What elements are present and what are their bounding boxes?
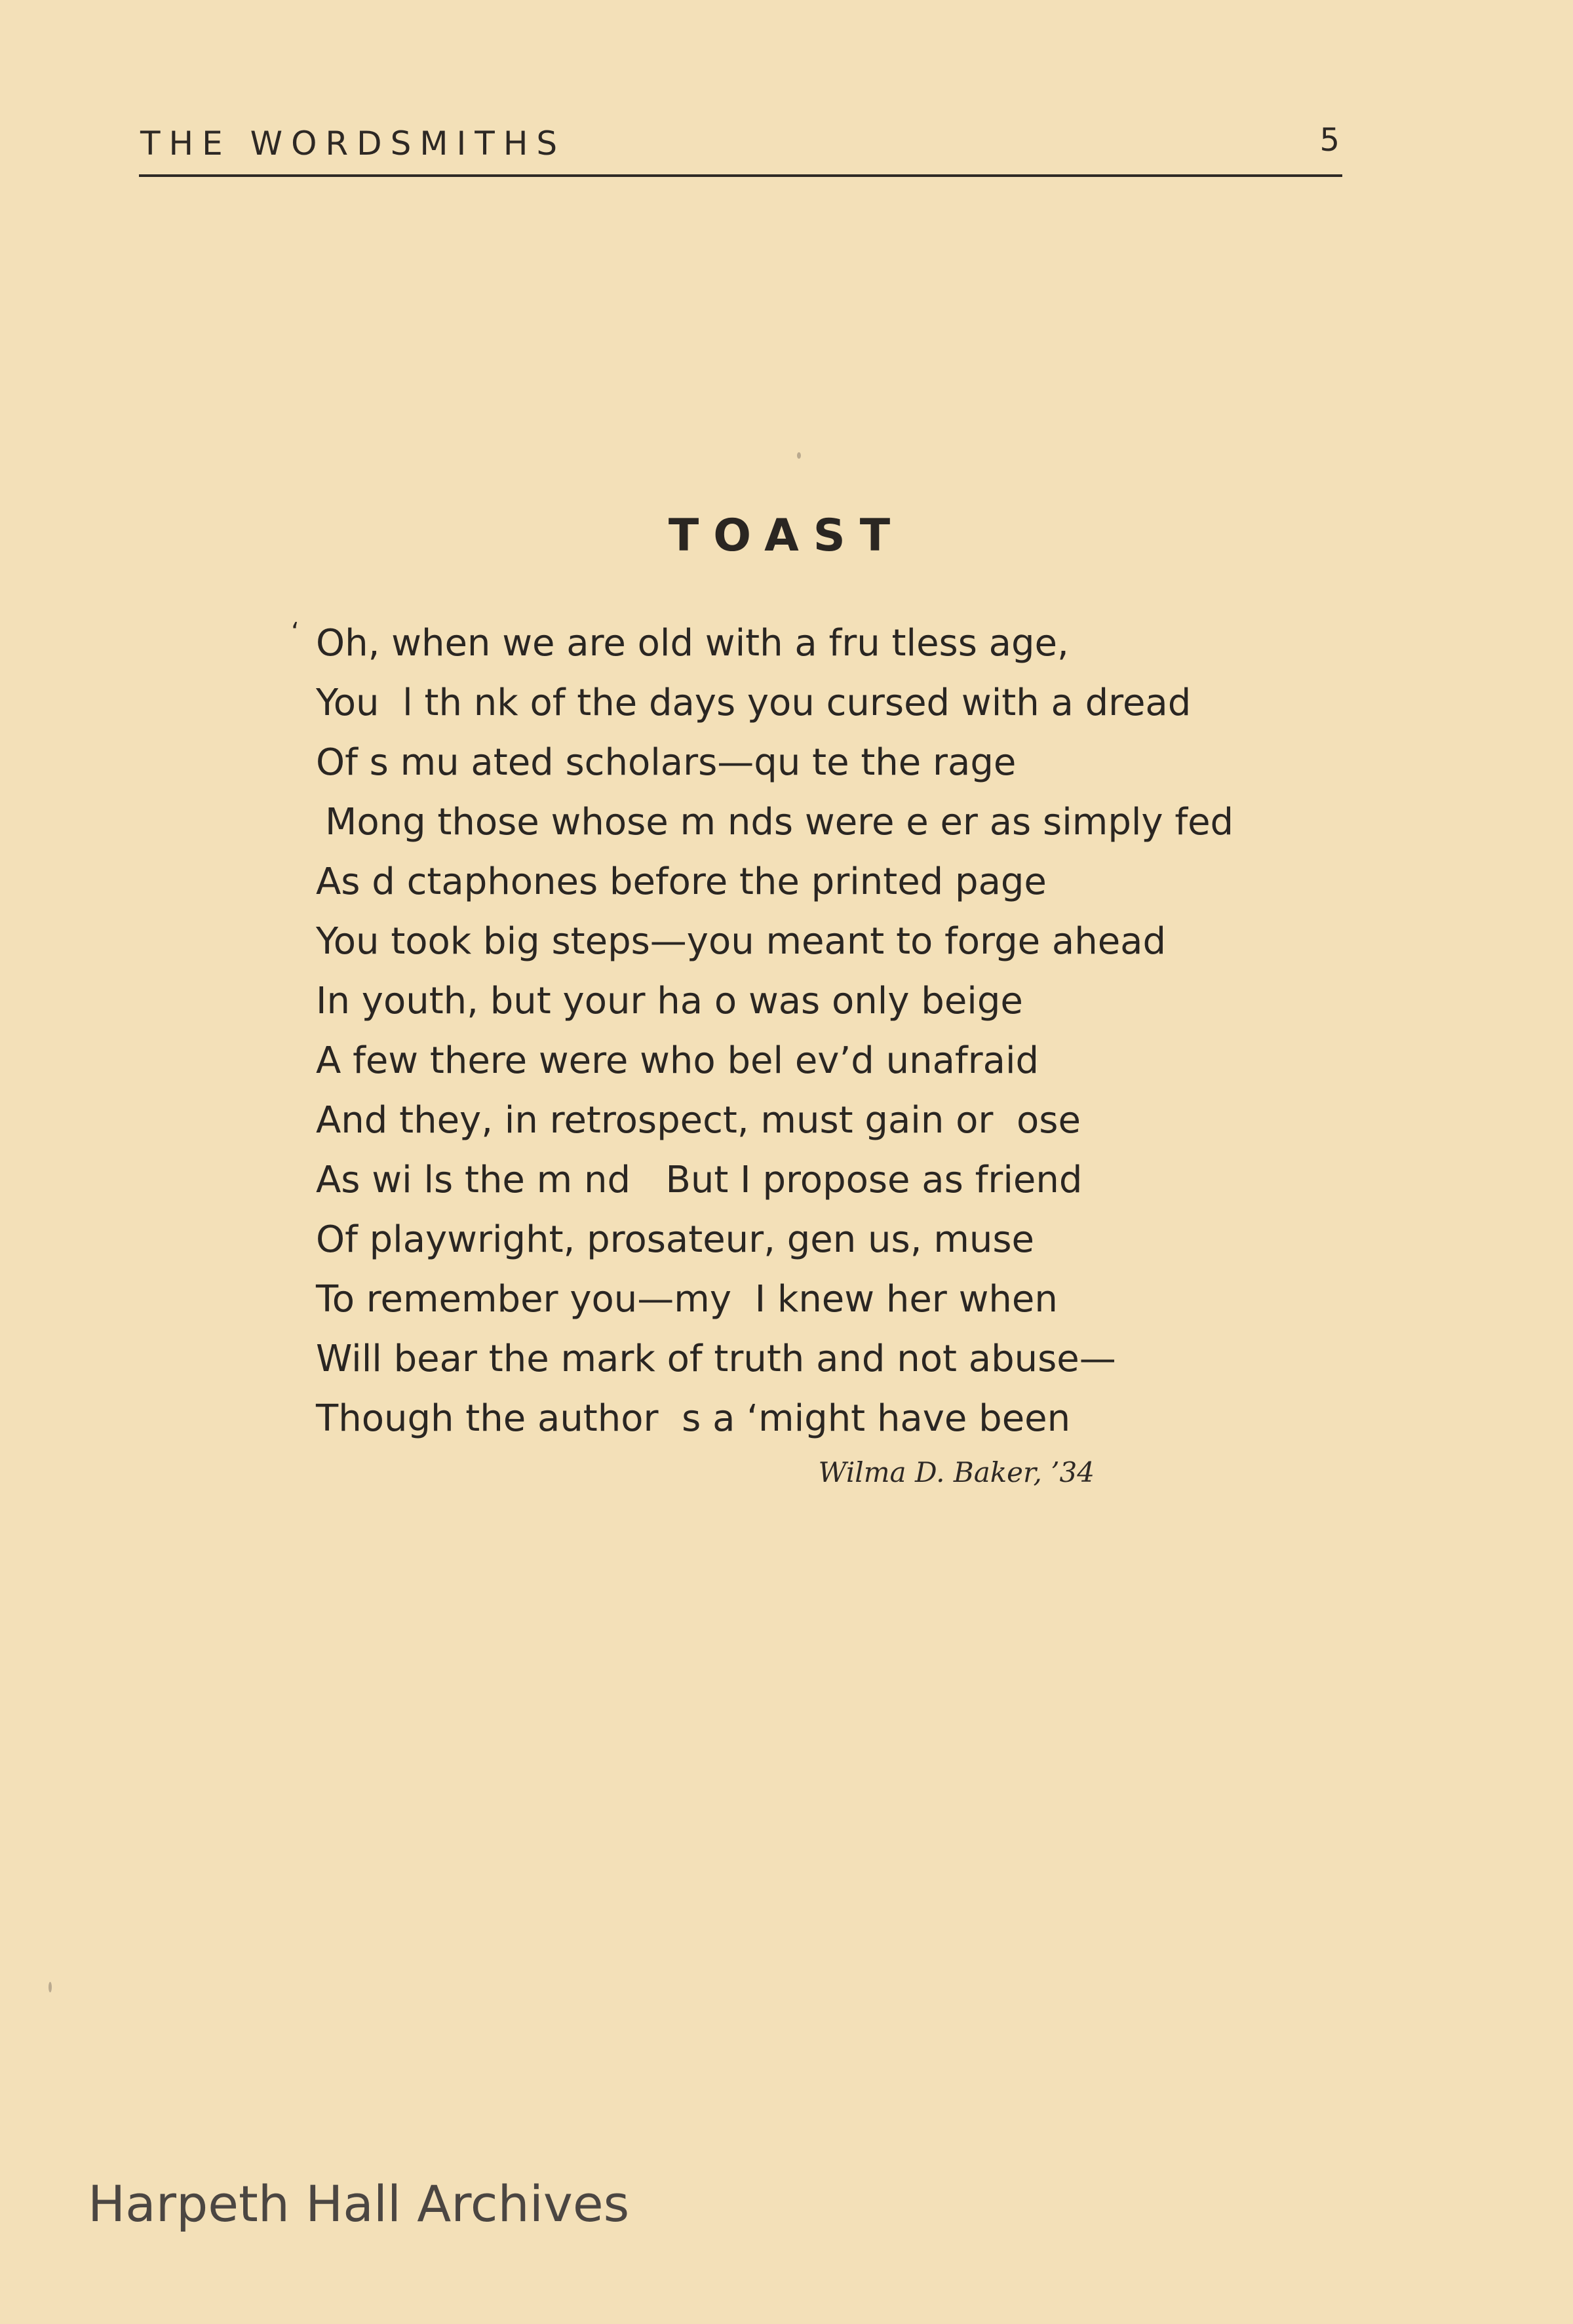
running-head-title: THE WORDSMITHS <box>140 125 566 163</box>
poem-line: Though the author s a ‘might have been <box>316 1397 1071 1440</box>
poem-line: As wi ls the m nd But I propose as friend <box>316 1159 1083 1201</box>
poem-title: TOAST <box>668 510 905 562</box>
page-number: 5 <box>1319 122 1340 159</box>
paper-speck <box>797 452 801 459</box>
poem-line: Will bear the mark of truth and not abuse— <box>316 1338 1116 1380</box>
poem-line: And they, in retrospect, must gain or ose <box>316 1099 1081 1142</box>
archives-watermark: Harpeth Hall Archives <box>88 2175 630 2233</box>
poem-line: You l th nk of the days you cursed with a dread <box>316 682 1192 724</box>
poem-line: In youth, but your ha o was only beige <box>316 980 1023 1022</box>
poem-body <box>316 613 1273 1448</box>
poem-line: Mong those whose m nds were e er as simply fed <box>325 801 1234 843</box>
poem-line: To remember you—my I knew her when <box>316 1278 1058 1321</box>
poem-line: You took big steps—you meant to forge ahead <box>316 920 1167 963</box>
opening-quote-mark: ‘ <box>291 617 300 648</box>
poem-line: A few there were who bel ev’d unafraid <box>316 1039 1039 1082</box>
poem-line: As d ctaphones before the printed page <box>316 861 1047 903</box>
poem-attribution: Wilma D. Baker, ’34 <box>818 1456 1095 1488</box>
poem-line: Of playwright, prosateur, gen us, muse <box>316 1218 1034 1261</box>
running-head <box>139 122 1342 177</box>
paper-speck <box>49 1982 52 1992</box>
poem-line: Of s mu ated scholars—qu te the rage <box>316 741 1017 784</box>
poem-line: Oh, when we are old with a fru tless age, <box>316 622 1069 665</box>
